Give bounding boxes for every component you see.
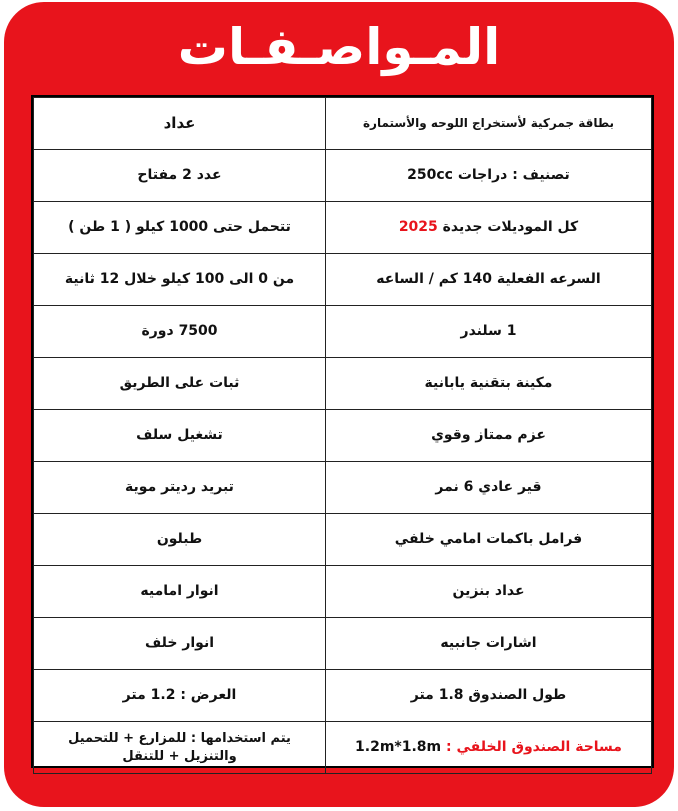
spec-cell-right: قير عادي 6 نمر [326, 462, 652, 514]
cargo-area-value: 1.2m*1.8m [355, 739, 442, 756]
spec-cell-left: تبريد رديتر موية [34, 462, 326, 514]
specs-table [31, 95, 654, 768]
table-row [34, 514, 652, 566]
table-row [34, 670, 652, 722]
spec-cell-left: انوار اماميه [34, 566, 326, 618]
table-row [34, 306, 652, 358]
table-row [34, 722, 652, 774]
spec-cell-left: عدد 2 مفتاح [34, 150, 326, 202]
spec-cell-right: فرامل باكمات امامي خلفي [326, 514, 652, 566]
spec-cell-right: عداد بنزين [326, 566, 652, 618]
spec-cell-right: مكينة بتقنية يابانية [326, 358, 652, 410]
table-row [34, 566, 652, 618]
spec-cell-right [326, 722, 652, 774]
spec-cell-right: السرعه الفعلية 140 كم / الساعه [326, 254, 652, 306]
spec-cell-left: ثبات على الطريق [34, 358, 326, 410]
models-label: كل الموديلات جديدة [437, 219, 579, 236]
table-row [34, 254, 652, 306]
specs-grid [33, 97, 652, 774]
table-row [34, 98, 652, 150]
spec-cell-right: اشارات جانبيه [326, 618, 652, 670]
spec-cell-left: تشغيل سلف [34, 410, 326, 462]
spec-cell-right: 1 سلندر [326, 306, 652, 358]
table-row [34, 462, 652, 514]
table-row [34, 202, 652, 254]
spec-cell-right: عزم ممتاز وقوي [326, 410, 652, 462]
spec-cell-right: طول الصندوق 1.8 متر [326, 670, 652, 722]
spec-cell-left: 7500 دورة [34, 306, 326, 358]
table-row [34, 410, 652, 462]
spec-cell-right: تصنيف : دراجات 250cc [326, 150, 652, 202]
cargo-area-label: مساحة الصندوق الخلفي : [441, 739, 622, 756]
spec-cell-left: من 0 الى 100 كيلو خلال 12 ثانية [34, 254, 326, 306]
spec-cell-left: انوار خلف [34, 618, 326, 670]
page-title: المـواصـفـات [177, 18, 501, 76]
table-row [34, 150, 652, 202]
spec-cell-left: تتحمل حتى 1000 كيلو ( 1 طن ) [34, 202, 326, 254]
table-row [34, 618, 652, 670]
spec-cell-right: بطاقة جمركية لأستخراج اللوحه والأستمارة [326, 98, 652, 150]
spec-cell-left: يتم استخدامها : للمزارع + للتحميل والتنزيل + للتنقل [34, 722, 326, 774]
table-row [34, 358, 652, 410]
spec-cell-left: طبلون [34, 514, 326, 566]
spec-cell-left: العرض : 1.2 متر [34, 670, 326, 722]
model-year: 2025 [398, 219, 438, 236]
spec-cell-left: عداد [34, 98, 326, 150]
spec-cell-right [326, 202, 652, 254]
